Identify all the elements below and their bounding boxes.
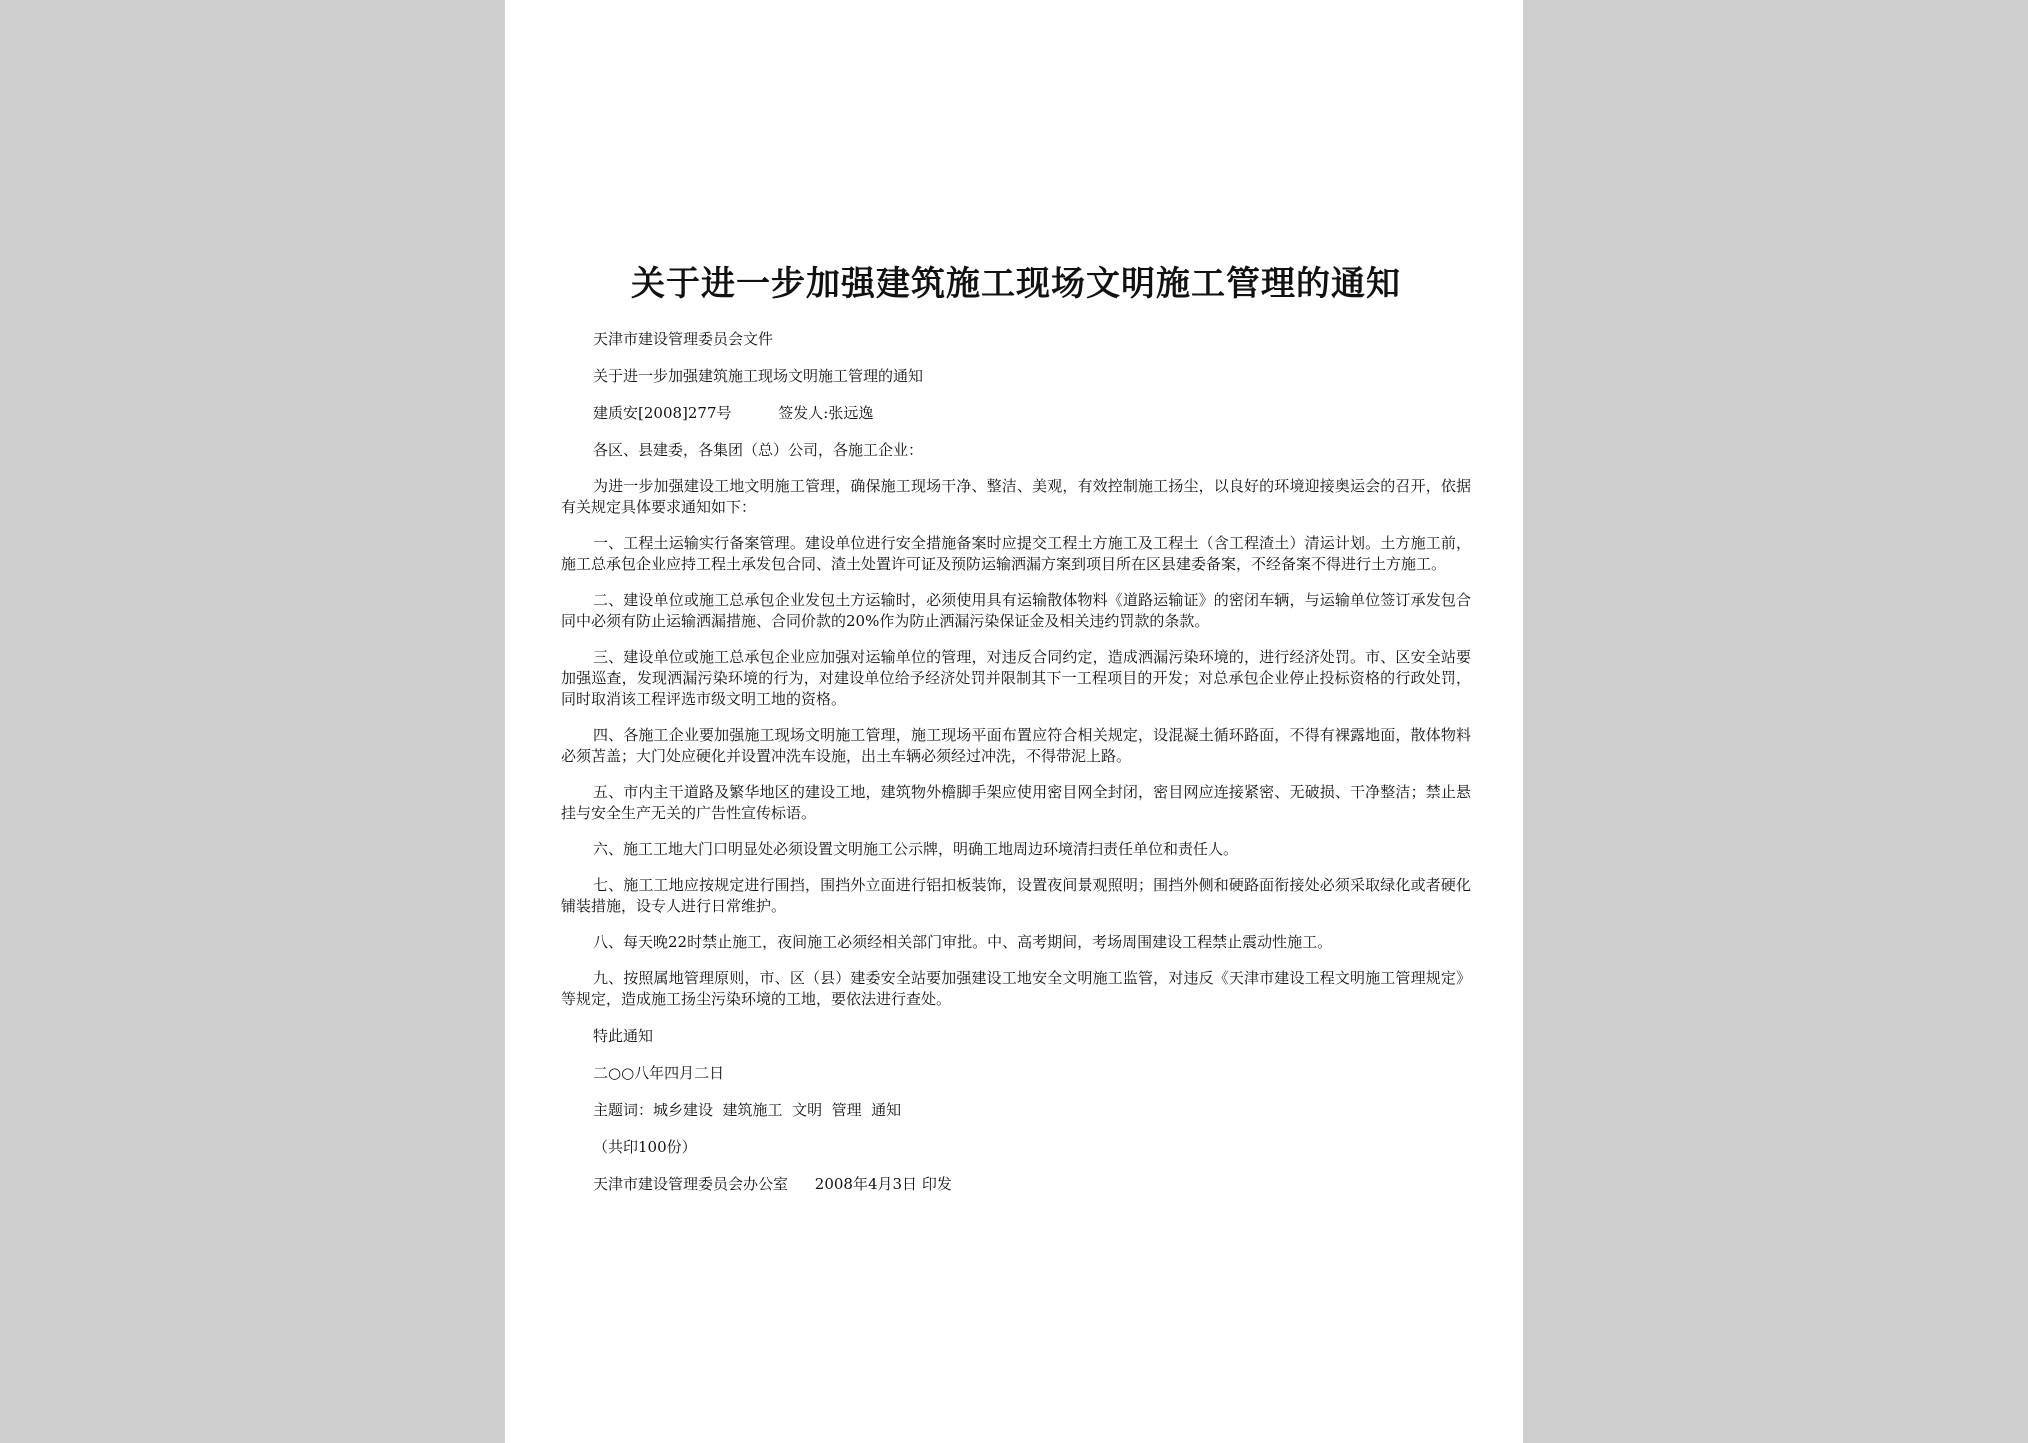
item-paragraph: 一、工程土运输实行备案管理。建设单位进行安全措施备案时应提交工程土方施工及工程土（含工程渣土）清运计划。土方施工前，施工总承包企业应持工程土承发包合同、渣土处置许可证及预防运输洒漏方案到项目所在区县建委备案，不经备案不得进行土方施工。 (561, 534, 1471, 573)
doc-number-row (561, 402, 1471, 424)
item-paragraph: 九、按照属地管理原则，市、区（县）建委安全站要加强建设工地安全文明施工监管，对违反《天津市建设工程文明施工管理规定》等规定，造成施工扬尘污染环境的工地，要依法进行查处。 (561, 969, 1471, 1008)
document-title: 关于进一步加强建筑施工现场文明施工管理的通知 (631, 264, 1401, 304)
item-paragraph: 三、建设单位或施工总承包企业应加强对运输单位的管理，对违反合同约定，造成洒漏污染环境的，进行经济处罚。市、区安全站要加强巡查，发现洒漏污染环境的行为，对建设单位给予经济处罚并限制其下一工程项目的开发；对总承包企业停止投标资格的行政处罚，同时取消该工程评选市级文明工地的资格。 (561, 648, 1471, 708)
item-paragraph: 七、施工工地应按规定进行围挡，围挡外立面进行铝扣板装饰，设置夜间景观照明；围挡外侧和硬路面衔接处必须采取绿化或者硬化铺装措施，设专人进行日常维护。 (561, 876, 1471, 915)
item-paragraph: 六、施工工地大门口明显处必须设置文明施工公示牌，明确工地周边环境清扫责任单位和责任人。 (593, 840, 1239, 858)
doc-number: 建质安[2008]277号 (593, 404, 732, 422)
intro-paragraph: 为进一步加强建设工地文明施工管理，确保施工现场干净、整洁、美观，有效控制施工扬尘，以良好的环境迎接奥运会的召开，依据有关规定具体要求通知如下： (561, 477, 1471, 516)
item-paragraph: 八、每天晚22时禁止施工，夜间施工必须经相关部门审批。中、高考期间，考场周围建设工程禁止震动性施工。 (593, 933, 1333, 951)
item-paragraph: 二、建设单位或施工总承包企业发包土方运输时，必须使用具有运输散体物料《道路运输证》的密闭车辆，与运输单位签订承发包合同中必须有防止运输洒漏措施、合同价款的20%作为防止洒漏污染保证金及相关违约罚款的条款。 (561, 591, 1471, 630)
document-page (505, 0, 1523, 1443)
copies-line: （共印100份） (593, 1138, 697, 1156)
date-line: 二○○八年四月二日 (593, 1064, 725, 1082)
item-paragraph: 四、各施工企业要加强施工现场文明施工管理，施工现场平面布置应符合相关规定，设混凝土循环路面，不得有裸露地面，散体物料必须苫盖；大门处应硬化并设置冲洗车设施，出土车辆必须经过冲洗，不得带泥上路。 (561, 726, 1471, 765)
keywords-line: 主题词：城乡建设 建筑施工 文明 管理 通知 (593, 1101, 902, 1119)
closing-line: 特此通知 (593, 1027, 654, 1045)
footer-row (561, 1173, 1471, 1195)
addressee: 各区、县建委，各集团（总）公司，各施工企业： (593, 441, 924, 459)
item-paragraph: 五、市内主干道路及繁华地区的建设工地，建筑物外檐脚手架应使用密目网全封闭，密目网应连接紧密、无破损、干净整洁；禁止悬挂与安全生产无关的广告性宣传标语。 (561, 783, 1471, 822)
document-body (561, 262, 1471, 1210)
issuer-line: 天津市建设管理委员会文件 (593, 330, 774, 348)
print-date: 2008年4月3日 印发 (814, 1175, 952, 1193)
office-name: 天津市建设管理委员会办公室 (593, 1175, 789, 1193)
subtitle-line: 关于进一步加强建筑施工现场文明施工管理的通知 (593, 367, 924, 385)
signer: 签发人:张远逸 (778, 404, 874, 422)
